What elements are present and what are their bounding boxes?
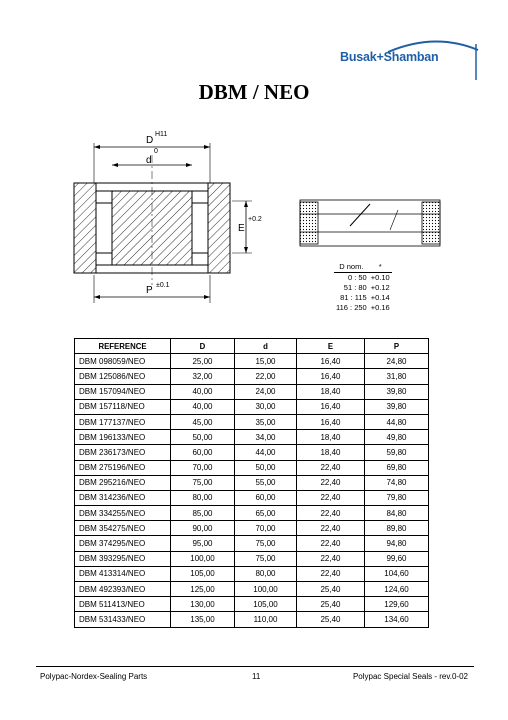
page-number: 11: [252, 672, 261, 681]
cell-value: 22,40: [297, 475, 365, 490]
cell-value: 65,00: [235, 506, 297, 521]
cell-value: 70,00: [235, 521, 297, 536]
cell-value: 75,00: [235, 536, 297, 551]
cell-value: 30,00: [235, 399, 297, 414]
table-row: [75, 384, 429, 399]
cell-value: 94,80: [365, 536, 429, 551]
cell-value: 44,00: [235, 445, 297, 460]
cell-value: 32,00: [171, 369, 235, 384]
table-row: [75, 551, 429, 566]
cell-value: 84,80: [365, 506, 429, 521]
cell-value: 16,40: [297, 414, 365, 429]
cell-reference: DBM 275196/NEO: [75, 460, 171, 475]
cell-value: 70,00: [171, 460, 235, 475]
table-row: [75, 430, 429, 445]
dim-d-tol: 0: [154, 148, 158, 155]
cell-value: 129,60: [365, 597, 429, 612]
cell-value: 45,00: [171, 414, 235, 429]
cell-value: 105,00: [171, 566, 235, 581]
table-row: [75, 460, 429, 475]
col-header-P: P: [365, 339, 429, 354]
cell-reference: DBM 393295/NEO: [75, 551, 171, 566]
cell-value: 15,00: [235, 354, 297, 369]
table-row: [75, 354, 429, 369]
col-header-d: d: [235, 339, 297, 354]
footer-left-text: Polypac-Nordex-Sealing Parts: [40, 672, 148, 681]
cell-value: 22,40: [297, 506, 365, 521]
cell-value: 16,40: [297, 399, 365, 414]
tol-range: 0 : 50: [347, 273, 367, 282]
footer-right-text: Polypac Special Seals - rev.0-02: [352, 672, 468, 681]
tol-range: 51 : 80: [343, 283, 367, 292]
cell-value: 24,80: [365, 354, 429, 369]
cell-value: 74,80: [365, 475, 429, 490]
cell-reference: DBM 413314/NEO: [75, 566, 171, 581]
cell-reference: DBM 295216/NEO: [75, 475, 171, 490]
table-row: [75, 536, 429, 551]
seal-section-drawing: [60, 125, 260, 305]
cell-value: 22,40: [297, 536, 365, 551]
cell-value: 49,80: [365, 430, 429, 445]
cell-value: 34,00: [235, 430, 297, 445]
col-header-E: E: [297, 339, 365, 354]
cell-reference: DBM 492393/NEO: [75, 582, 171, 597]
cell-reference: DBM 314236/NEO: [75, 490, 171, 505]
cell-value: 22,40: [297, 551, 365, 566]
cell-value: 110,00: [235, 612, 297, 627]
dimension-table: [74, 338, 429, 628]
cell-value: 44,80: [365, 414, 429, 429]
cell-value: 25,40: [297, 597, 365, 612]
cell-value: 39,80: [365, 399, 429, 414]
table-row: [75, 414, 429, 429]
dim-P-label: P: [146, 285, 153, 296]
cell-value: 40,00: [171, 384, 235, 399]
cell-reference: DBM 374295/NEO: [75, 536, 171, 551]
cell-value: 60,00: [171, 445, 235, 460]
cell-value: 22,40: [297, 490, 365, 505]
table-row: [75, 597, 429, 612]
table-row: [75, 369, 429, 384]
table-row: [75, 475, 429, 490]
col-header-D: D: [171, 339, 235, 354]
cell-value: 60,00: [235, 490, 297, 505]
cell-value: 80,00: [235, 566, 297, 581]
cell-value: 79,80: [365, 490, 429, 505]
cell-reference: DBM 236173/NEO: [75, 445, 171, 460]
cell-value: 50,00: [235, 460, 297, 475]
tolerance-table: [334, 262, 392, 313]
table-row: [75, 399, 429, 414]
cell-value: 69,80: [365, 460, 429, 475]
table-row: [75, 506, 429, 521]
cell-reference: DBM 511413/NEO: [75, 597, 171, 612]
cell-value: 85,00: [171, 506, 235, 521]
cell-value: 22,40: [297, 460, 365, 475]
col-header-reference: REFERENCE: [75, 339, 171, 354]
cell-value: 18,40: [297, 445, 365, 460]
cell-value: 25,40: [297, 612, 365, 627]
cell-value: 31,80: [365, 369, 429, 384]
cell-value: 18,40: [297, 384, 365, 399]
cell-value: 125,00: [171, 582, 235, 597]
cell-value: 99,60: [365, 551, 429, 566]
cell-reference: DBM 157094/NEO: [75, 384, 171, 399]
seal-detail-drawing: [290, 180, 450, 260]
cell-value: 22,40: [297, 566, 365, 581]
cell-reference: DBM 531433/NEO: [75, 612, 171, 627]
cell-value: 100,00: [171, 551, 235, 566]
cell-value: 89,80: [365, 521, 429, 536]
cell-value: 35,00: [235, 414, 297, 429]
tol-range: 81 : 115: [340, 293, 367, 302]
tol-value: +0.12: [370, 283, 390, 292]
cell-value: 75,00: [171, 475, 235, 490]
cell-value: 90,00: [171, 521, 235, 536]
table-row: [75, 490, 429, 505]
tol-range: 116 : 250: [336, 303, 367, 312]
cell-value: 104,60: [365, 566, 429, 581]
tol-header-tol: *: [369, 262, 392, 273]
cell-value: 95,00: [171, 536, 235, 551]
cell-reference: DBM 157118/NEO: [75, 399, 171, 414]
cell-value: 55,00: [235, 475, 297, 490]
cell-value: 16,40: [297, 369, 365, 384]
cell-reference: DBM 177137/NEO: [75, 414, 171, 429]
page-title: DBM / NEO: [198, 80, 310, 104]
table-row: [75, 445, 429, 460]
dim-d-label: d: [146, 155, 152, 166]
tol-value: +0.10: [370, 273, 390, 282]
dim-E-tol: +0.2: [248, 216, 262, 223]
brand-logo: [340, 36, 480, 84]
tol-value: +0.16: [370, 303, 390, 312]
footer-divider: [36, 666, 474, 667]
cell-reference: DBM 334255/NEO: [75, 506, 171, 521]
cell-reference: DBM 098059/NEO: [75, 354, 171, 369]
dim-D-tol: H11: [155, 131, 168, 138]
brand-name: Busak+Shamban: [340, 50, 439, 64]
cell-value: 50,00: [171, 430, 235, 445]
cell-value: 22,00: [235, 369, 297, 384]
cell-value: 130,00: [171, 597, 235, 612]
cell-value: 80,00: [171, 490, 235, 505]
cell-value: 24,00: [235, 384, 297, 399]
cell-value: 124,60: [365, 582, 429, 597]
cell-value: 105,00: [235, 597, 297, 612]
table-row: [75, 521, 429, 536]
cell-reference: DBM 196133/NEO: [75, 430, 171, 445]
cell-value: 59,80: [365, 445, 429, 460]
cell-value: 25,40: [297, 582, 365, 597]
table-row: [75, 566, 429, 581]
cell-reference: DBM 125086/NEO: [75, 369, 171, 384]
cell-reference: DBM 354275/NEO: [75, 521, 171, 536]
table-row: [75, 612, 429, 627]
cell-value: 135,00: [171, 612, 235, 627]
cell-value: 22,40: [297, 521, 365, 536]
cell-value: 75,00: [235, 551, 297, 566]
tol-value: +0.14: [370, 293, 390, 302]
cell-value: 16,40: [297, 354, 365, 369]
dim-P-tol: ±0.1: [156, 282, 170, 289]
dim-E-label: E: [238, 223, 245, 234]
cell-value: 40,00: [171, 399, 235, 414]
tol-header-nominal: D nom.: [334, 262, 369, 273]
cell-value: 134,60: [365, 612, 429, 627]
cell-value: 39,80: [365, 384, 429, 399]
dim-D-label: D: [146, 135, 154, 146]
cell-value: 100,00: [235, 582, 297, 597]
cell-value: 18,40: [297, 430, 365, 445]
cell-value: 25,00: [171, 354, 235, 369]
table-row: [75, 582, 429, 597]
